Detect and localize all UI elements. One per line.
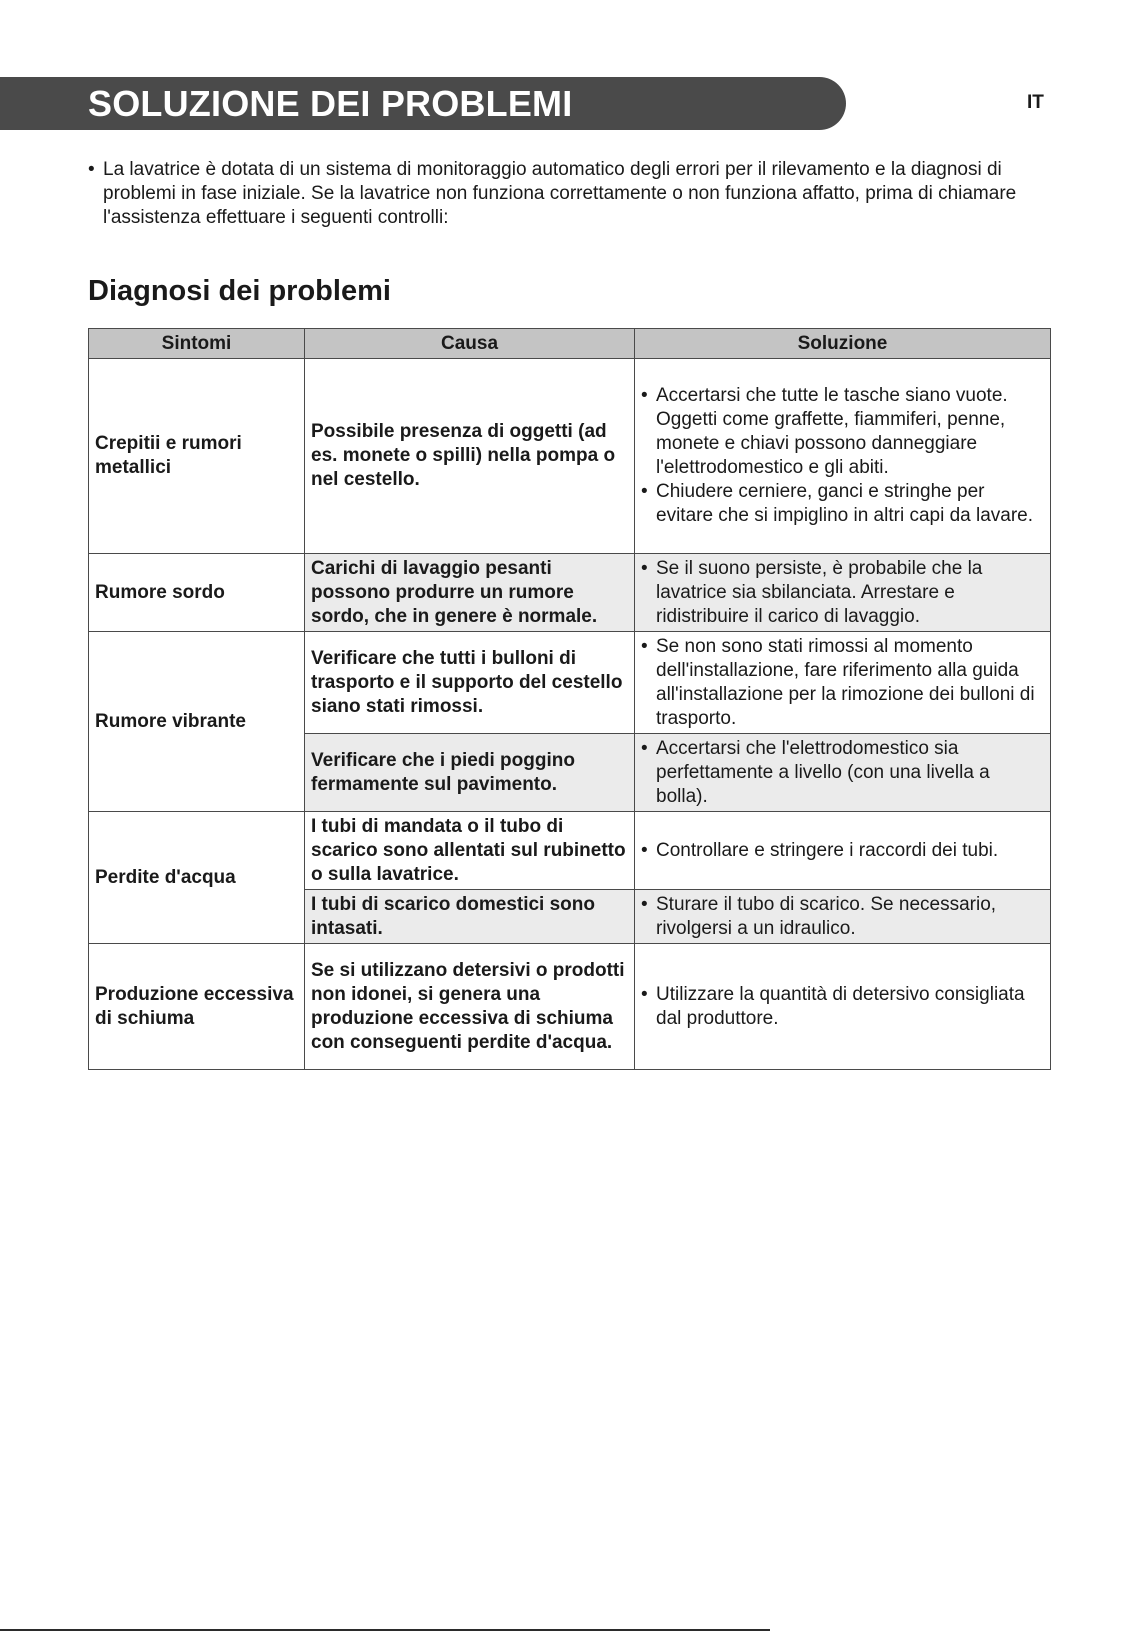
bullet-icon: •	[641, 983, 648, 1005]
cause-cell: Possibile presenza di oggetti (ad es. monete o spilli) nella pompa o nel cestello.	[305, 359, 635, 554]
symptom-cell: Perdite d'acqua	[89, 812, 305, 944]
section-title: Diagnosi dei problemi	[88, 275, 391, 307]
cause-cell: Se si utilizzano detersivi o prodotti non idonei, si genera una produzione eccessiva di schiuma con conseguenti perdite d'acqua.	[305, 944, 635, 1070]
bullet-icon: •	[641, 635, 648, 657]
solution-text: Se il suono persiste, è probabile che la lavatrice sia sbilanciata. Arrestare e ridistribuire il carico di lavaggio.	[656, 557, 983, 627]
bullet-icon: •	[641, 385, 648, 406]
solution-item	[641, 635, 1044, 731]
solution-item	[641, 737, 1044, 809]
solution-item	[641, 480, 1044, 528]
symptom-cell: Crepitii e rumori metallici	[89, 359, 305, 554]
solution-cell	[635, 359, 1051, 554]
cause-cell: I tubi di scarico domestici sono intasati.	[305, 890, 635, 944]
solution-cell	[635, 554, 1051, 632]
footer-rule	[0, 1629, 770, 1631]
table-row	[89, 632, 1051, 734]
symptom-cell: Produzione eccessiva di schiuma	[89, 944, 305, 1070]
solution-item	[641, 839, 1044, 863]
solution-text: Chiudere cerniere, ganci e stringhe per evitare che si impiglino in altri capi da lavare.	[656, 481, 1034, 526]
column-header-solution: Soluzione	[635, 329, 1051, 359]
page-title: SOLUZIONE DEI PROBLEMI	[88, 83, 573, 124]
table-row	[89, 359, 1051, 554]
solution-item	[641, 557, 1044, 629]
cause-cell: Carichi di lavaggio pesanti possono produrre un rumore sordo, che in genere è normale.	[305, 554, 635, 632]
solution-item	[641, 893, 1044, 941]
solution-cell	[635, 890, 1051, 944]
solution-text: Controllare e stringere i raccordi dei tubi.	[656, 839, 999, 861]
solution-cell	[635, 632, 1051, 734]
symptom-cell: Rumore vibrante	[89, 632, 305, 812]
solution-cell	[635, 944, 1051, 1070]
column-header-cause: Causa	[305, 329, 635, 359]
solution-text: Sturare il tubo di scarico. Se necessario, rivolgersi a un idraulico.	[656, 893, 997, 939]
solution-text: Accertarsi che tutte le tasche siano vuote. Oggetti come graffette, fiammiferi, penne, monete e chiavi possono danneggiare l'elettrodomestico e gli abiti.	[656, 385, 1008, 478]
table-row	[89, 944, 1051, 1070]
solution-text: Accertarsi che l'elettrodomestico sia perfettamente a livello (con una livella a bolla).	[656, 737, 990, 807]
solution-item	[641, 983, 1044, 1031]
table-row	[89, 812, 1051, 890]
bullet-icon: •	[641, 481, 648, 502]
solution-text: Utilizzare la quantità di detersivo consigliata dal produttore.	[656, 983, 1025, 1029]
solution-cell	[635, 812, 1051, 890]
symptom-cell: Rumore sordo	[89, 554, 305, 632]
solution-cell	[635, 734, 1051, 812]
bullet-icon: •	[641, 893, 648, 915]
language-code: IT	[1027, 92, 1044, 113]
bullet-icon: •	[641, 839, 648, 861]
bullet-icon: •	[88, 159, 95, 180]
bullet-icon: •	[641, 557, 648, 579]
table-header-row	[89, 329, 1051, 359]
bullet-icon: •	[641, 737, 648, 759]
column-header-symptoms: Sintomi	[89, 329, 305, 359]
intro-text: La lavatrice è dotata di un sistema di monitoraggio automatico degli errori per il rilevamento e la diagnosi di problemi in fase iniziale. Se la lavatrice non funziona correttamente o non funziona affatto, prima di chiamare l'assistenza effettuare i seguenti controlli:	[103, 159, 1017, 228]
solution-item	[641, 384, 1044, 480]
diagnosis-table	[88, 328, 1051, 1070]
cause-cell: Verificare che i piedi poggino fermamente sul pavimento.	[305, 734, 635, 812]
solution-text: Se non sono stati rimossi al momento dell'installazione, fare riferimento alla guida all'installazione per la rimozione dei bulloni di trasporto.	[656, 635, 1035, 729]
cause-cell: Verificare che tutti i bulloni di trasporto e il supporto del cestello siano stati rimossi.	[305, 632, 635, 734]
cause-cell: I tubi di mandata o il tubo di scarico sono allentati sul rubinetto o sulla lavatrice.	[305, 812, 635, 890]
table-row	[89, 554, 1051, 632]
intro-paragraph	[88, 158, 1018, 230]
